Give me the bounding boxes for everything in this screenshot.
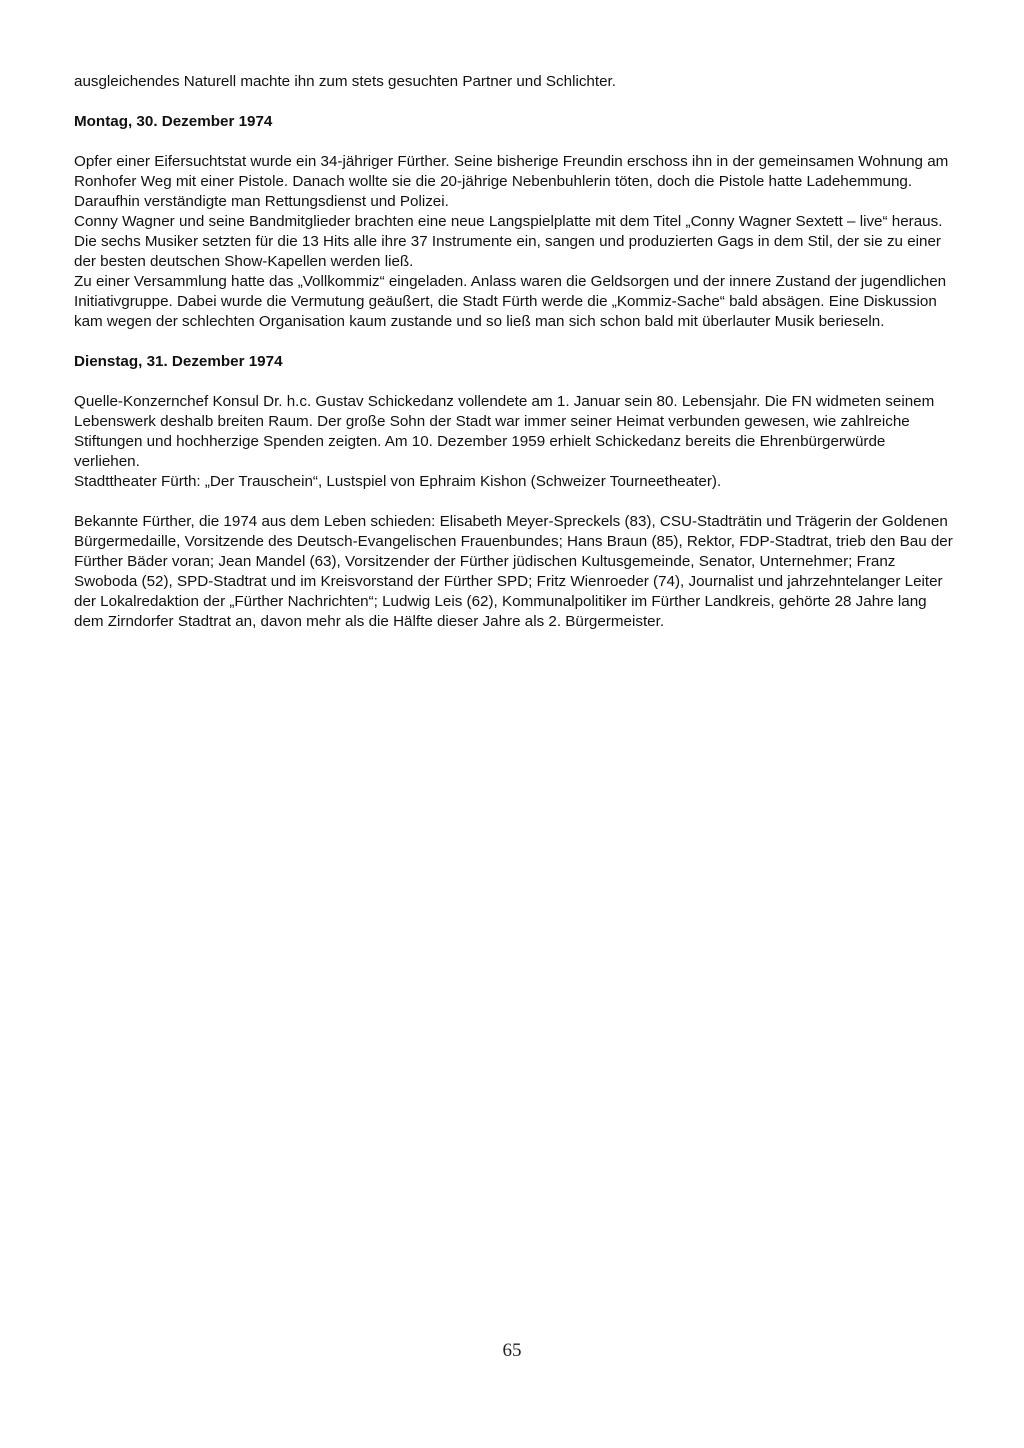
spacer (74, 92, 954, 112)
paragraph-jealousy-crime: Opfer einer Eifersuchtstat wurde ein 34-jähriger Fürther. Seine bisherige Freundin erschoss ihn in der gemeinsamen Wohnung am Ronhofer Weg mit einer Pistole. Danach wollte sie die 20-jährige Nebenbuhlerin töten, doch die Pistole hatte Ladehemmung. Daraufhin verständigte man Rettungsdienst und Polizei. (74, 153, 949, 210)
page-number: 65 (502, 1340, 522, 1361)
spacer (74, 332, 954, 352)
paragraph-obituaries: Bekannte Fürther, die 1974 aus dem Leben schieden: Elisabeth Meyer-Spreckels (83), CSU-Stadträtin und Trägerin der Goldenen Bürgermedaille, Vorsitzende des Deutsch-Evangelischen Frauenbundes; Hans Braun (85), Rektor, FDP-Stadtrat, trieb den Bau der Fürther Bäder voran; Jean Mandel (63), Vorsitzender der Fürther jüdischen Kultusgemeinde, Senator, Unternehmer; Franz Swoboda (52), SPD-Stadtrat und im Kreisvorstand der Fürther SPD; Fritz Wienroeder (74), Journalist und jahrzehntelanger Leiter der Lokalredaktion der „Fürther Nachrichten“; Ludwig Leis (62), Kommunalpolitiker im Fürther Landkreis, gehörte 28 Jahre lang dem Zirndorfer Stadtrat an, davon mehr als die Hälfte dieser Jahre als 2. Bürgermeister. (74, 513, 953, 630)
document-page (74, 72, 954, 632)
intro-paragraph: ausgleichendes Naturell machte ihn zum stets gesuchten Partner und Schlichter. (74, 73, 616, 90)
paragraph-stadttheater: Stadttheater Fürth: „Der Trauschein“, Lustspiel von Ephraim Kishon (Schweizer Tourneetheater). (74, 473, 722, 490)
spacer (74, 372, 954, 392)
spacer (74, 132, 954, 152)
paragraph-conny-wagner: Conny Wagner und seine Bandmitglieder brachten eine neue Langspielplatte mit dem Titel „Conny Wagner Sextett – live“ heraus. Die sechs Musiker setzten für die 13 Hits alle ihre 37 Instrumente ein, sangen und produzierten Gags in dem Stil, der sie zu einer der besten deutschen Show-Kapellen werden ließ. (74, 213, 943, 270)
section-heading-tuesday: Dienstag, 31. Dezember 1974 (74, 353, 283, 370)
paragraph-schickedanz: Quelle-Konzernchef Konsul Dr. h.c. Gustav Schickedanz vollendete am 1. Januar sein 80. Lebensjahr. Die FN widmeten seinem Lebenswerk deshalb breiten Raum. Der große Sohn der Stadt war immer seiner Heimat verbunden gewesen, wie zahlreiche Stiftungen und hochherzige Spenden zeigten. Am 10. Dezember 1959 erhielt Schickedanz bereits die Ehrenbürgerwürde verliehen. (74, 393, 935, 470)
paragraph-vollkommiz: Zu einer Versammlung hatte das „Vollkommiz“ eingeladen. Anlass waren die Geldsorgen und der innere Zustand der jugendlichen Initiativgruppe. Dabei wurde die Vermutung geäußert, die Stadt Fürth werde die „Kommiz-Sache“ bald absägen. Eine Diskussion kam wegen der schlechten Organisation kaum zustande und so ließ man sich schon bald mit überlauter Musik berieseln. (74, 273, 947, 330)
spacer (74, 492, 954, 512)
section-heading-monday: Montag, 30. Dezember 1974 (74, 113, 273, 130)
